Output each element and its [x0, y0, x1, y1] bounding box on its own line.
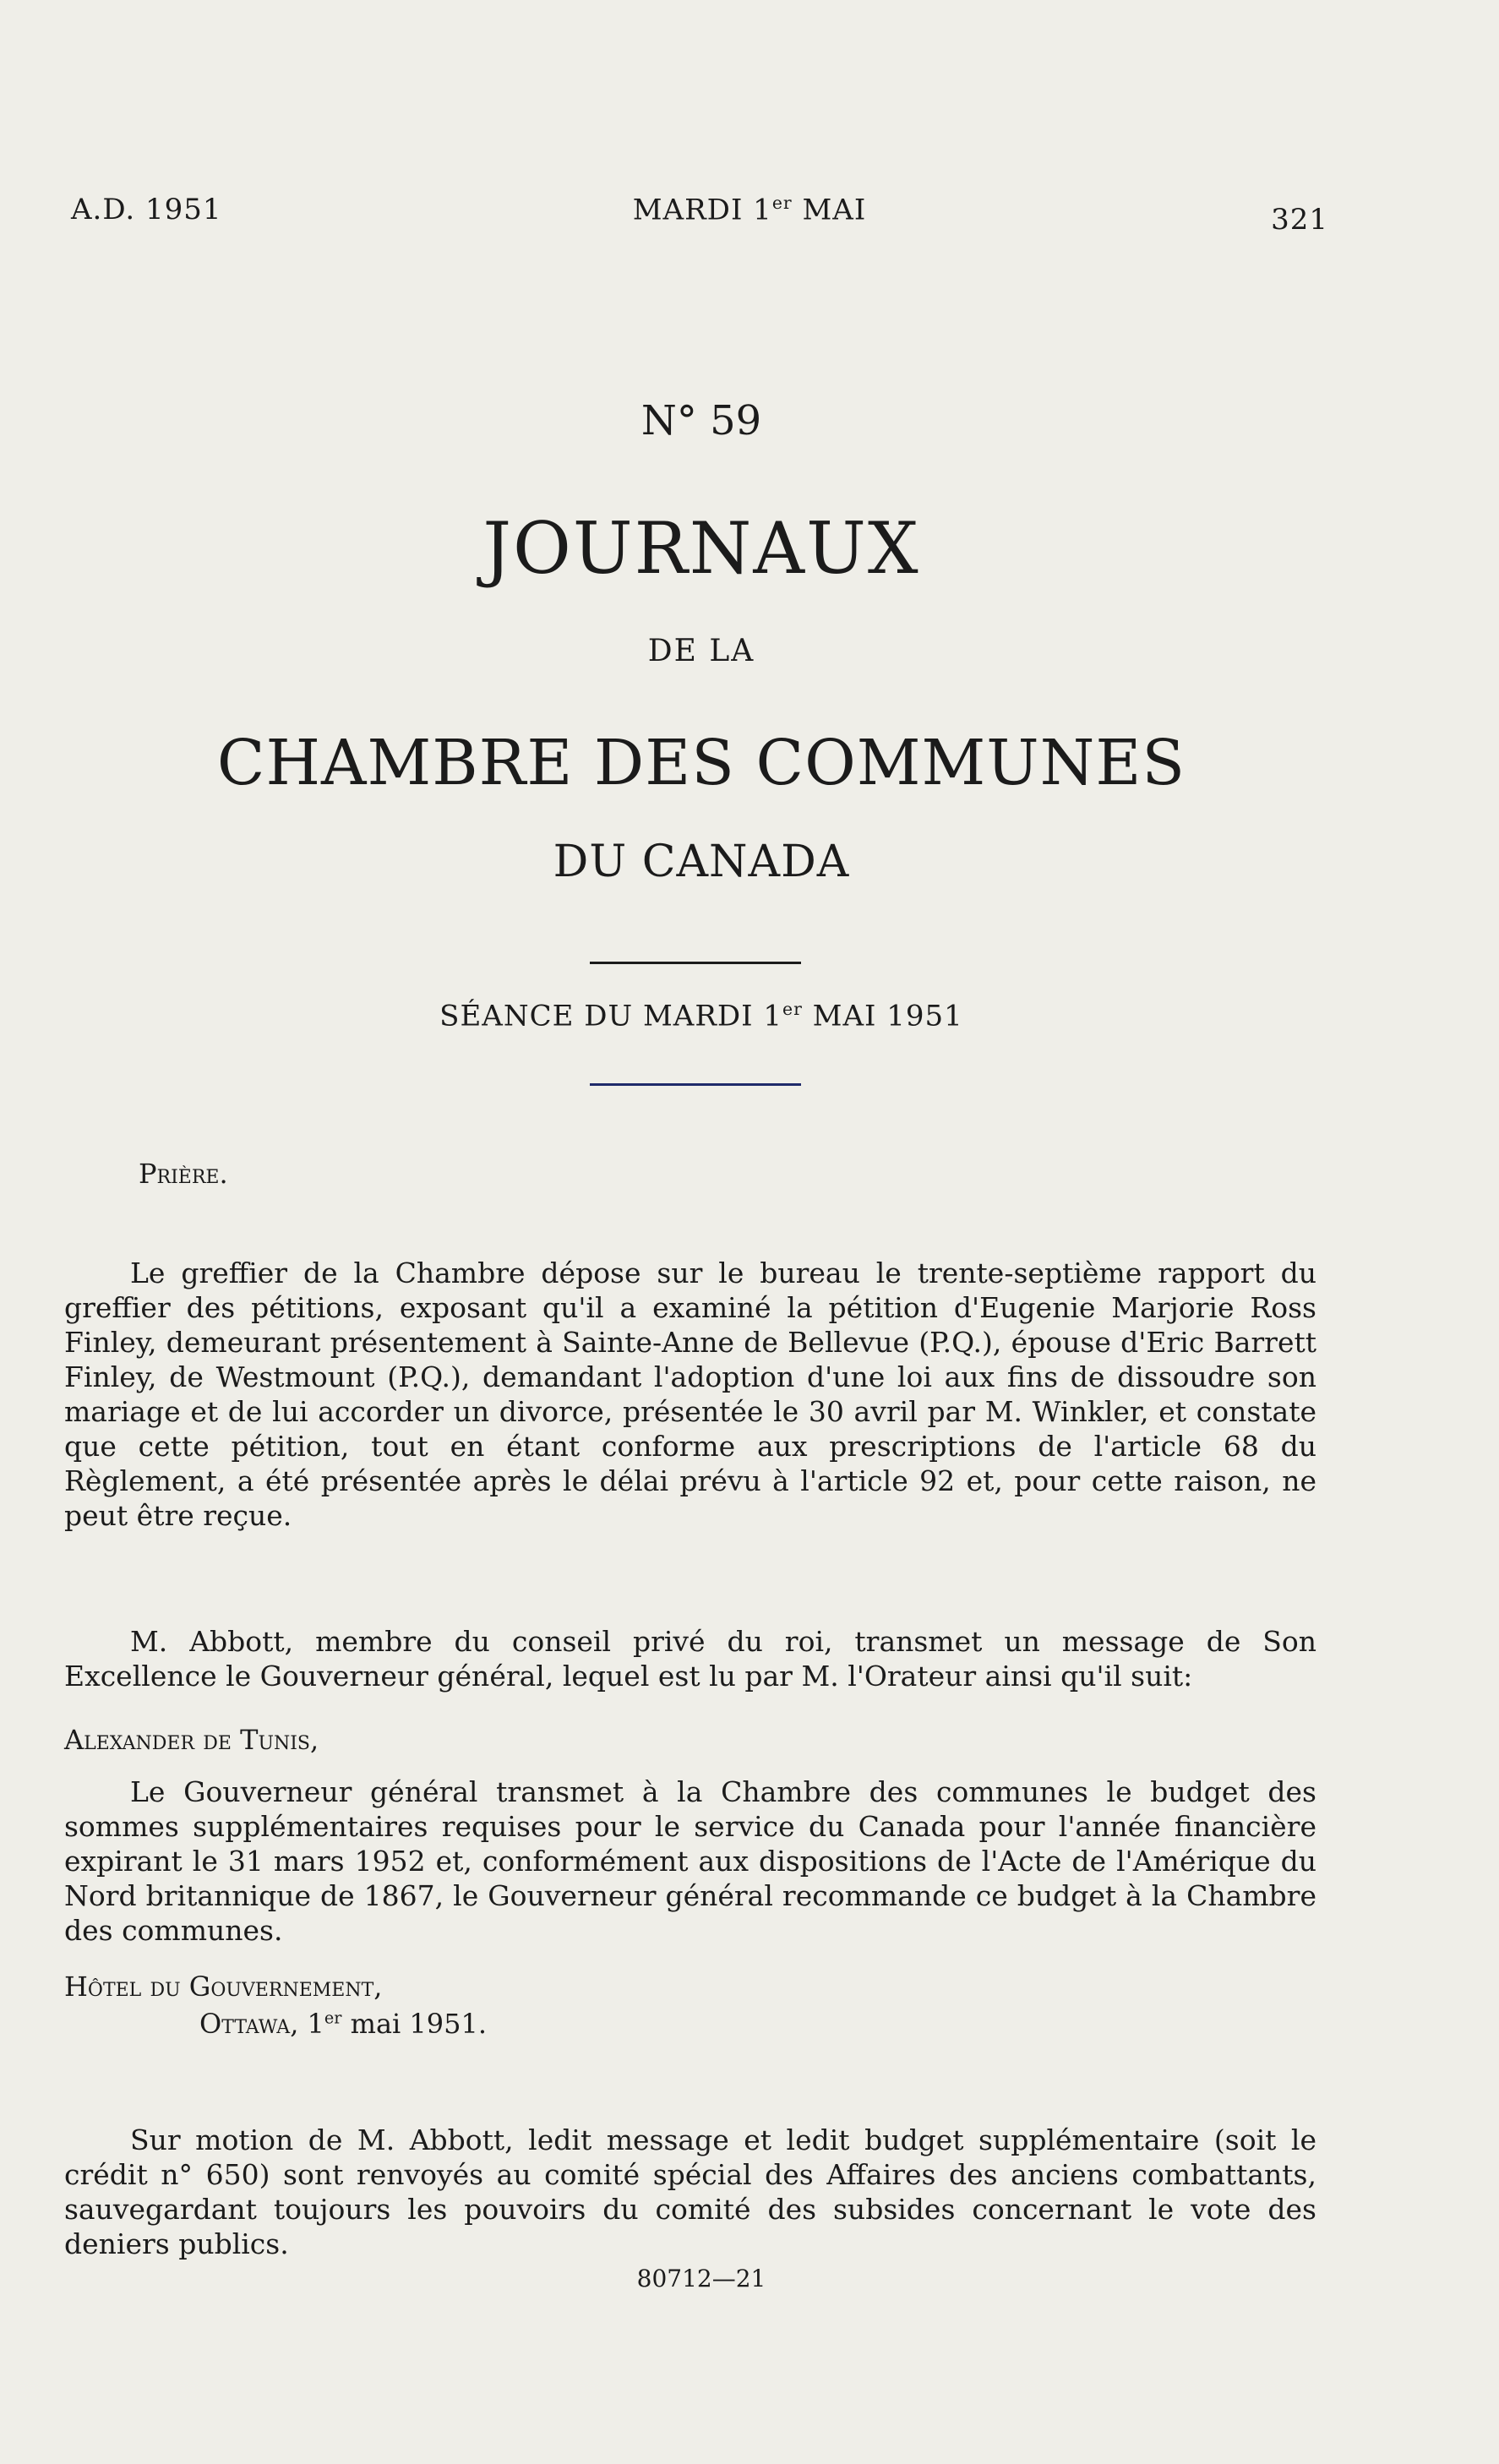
footer-print-code: 80712—21 [636, 2265, 766, 2292]
sitting-tail: MAI 1951 [802, 999, 963, 1033]
header-date-day: MARDI 1 [632, 193, 772, 227]
title-de-la: DE LA [647, 634, 755, 668]
paragraph-message-intro: M. Abbott, membre du conseil privé du roi, transmet un message de Son Excellence le Gouverneur général, lequel est lu par M. l'Orateur ainsi qu'il suit: [64, 1625, 1316, 1693]
header-date-month: MAI [792, 193, 867, 227]
divider-rule-top [590, 962, 801, 964]
message-place: Hôtel du Gouvernement, [64, 1971, 383, 2003]
place-day: , 1 [290, 2008, 324, 2040]
divider-rule-bottom [590, 1083, 801, 1086]
title-canada: DU CANADA [553, 837, 850, 887]
paragraph-petition-report: Le greffier de la Chambre dépose sur le bureau le trente-septième rapport du greffier des pétitions, exposant qu'il a examiné la pétition d'Eugenie Marjorie Ross Finley, demeurant présentement à Sainte-Anne de Bellevue (P.Q.), épouse d'Eric Barrett Finley, de Westmount (P.Q.), demandant l'adoption d'une loi aux fins de dissoudre son mariage et de lui accorder un divorce, présentée le 30 avril par M. Winkler, et constate que cette pétition, tout en étant conforme aux prescriptions de l'article 68 du Règlement, a été présentée après le délai prévu à l'article 92 et, pour cette raison, ne peut être reçue. [64, 1257, 1316, 1532]
place-sup: er [324, 2008, 342, 2028]
message-place-date [199, 2008, 487, 2040]
message-sender: Alexander de Tunis, [64, 1724, 319, 1756]
paragraph-motion: Sur motion de M. Abbott, ledit message et ledit budget supplémentaire (soit le crédit n° 650) sont renvoyés au comité spécial des Affaires des anciens combattants, sauvegardant toujours les pouvoirs du comité des subsides concernant le vote des deniers publics. [64, 2123, 1316, 2260]
page-number: 321 [1271, 203, 1328, 237]
prayer-heading: Prière. [139, 1158, 228, 1190]
sitting-date [0, 999, 1403, 1033]
header-year: A.D. 1951 [71, 193, 222, 226]
title-journaux: JOURNAUX [482, 507, 920, 590]
issue-number: N° 59 [640, 397, 762, 444]
title-chambre: CHAMBRE DES COMMUNES [216, 727, 1186, 799]
paragraph-message-body: Le Gouverneur général transmet à la Chambre des communes le budget des sommes supplémentaires requises pour le service du Canada pour l'année financière expirant le 31 mars 1952 et, conformément aux dispositions de l'Acte de l'Amérique du Nord britannique de 1867, le Gouverneur général recommande ce budget à la Chambre des communes. [64, 1775, 1316, 1947]
sitting-sup: er [782, 999, 803, 1019]
place-month: mai 1951. [341, 2008, 488, 2040]
sitting-label: SÉANCE DU MARDI 1 [439, 999, 783, 1033]
header-date-sup: er [771, 193, 793, 213]
place-city: Ottawa [199, 2008, 291, 2040]
